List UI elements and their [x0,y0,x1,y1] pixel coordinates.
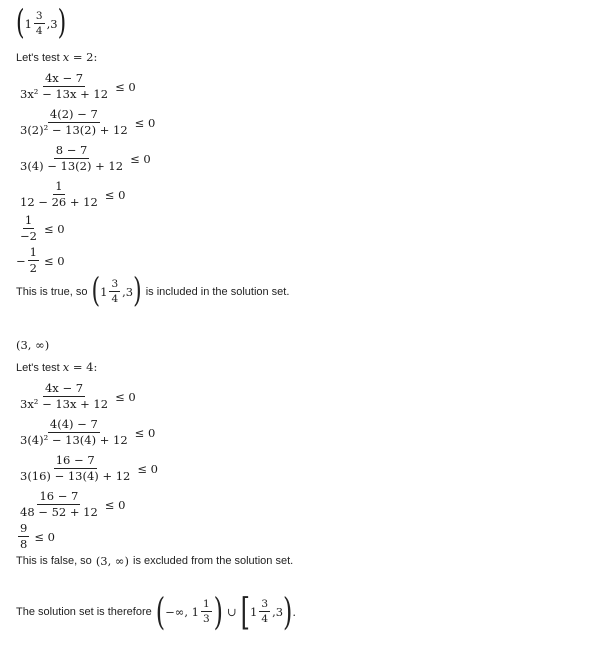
solution-statement: The solution set is therefore ( −∞, 1 $\frac{1}{3}$ ) ∪ [ 1 $\frac{3}{4}$ , 3 ) . [16,589,297,634]
interval-heading-1: ( 1 $\frac{3}{4}$ , 3 ) [16,3,67,43]
conclusion-2: This is false, so (3, ∞) is excluded from the solution set. [16,554,294,568]
fraction: $\frac{3}{4}$ [35,10,43,38]
step-1-1: $\frac{4x - 7}{\text{3x² − 13x + 12}}$ ≤ 0 [20,71,136,102]
step-2-2: $\frac{4(4) - 7}{\text{3(4)² − 13(4) + 12}}$ ≤ 0 [20,417,156,448]
step-1-6: − $\frac{1}{2}$ ≤ 0 [16,245,65,276]
test-value-line-2: Let's test x = 4: [16,360,98,374]
interval-heading-2: (3, ∞) [16,338,50,352]
step-2-3: $\frac{16 - 7}{3(16) - 13(4) + 12}$ ≤ 0 [20,453,158,484]
step-1-5: $\frac{1}{-2}$ ≤ 0 [20,213,65,244]
step-1-2: $\frac{4(2) - 7}{\text{3(2)² − 13(2) + 12}}$ ≤ 0 [20,107,156,138]
conclusion-1: This is true, so ( 1 $\frac{3}{4}$ , 3 ) is included in the solution set. [16,271,290,311]
test-value-line-1: Let's test x = 2: [16,50,98,64]
step-2-4: $\frac{16 - 7}{48 - 52 + 12}$ ≤ 0 [20,489,126,520]
step-1-4: $\frac{1}{12 - 26 + 12}$ ≤ 0 [20,179,126,210]
step-1-3: $\frac{8 - 7}{3(4) - 13(2) + 12}$ ≤ 0 [20,143,151,174]
step-2-1: $\frac{4x - 7}{\text{3x² − 13x + 12}}$ ≤ 0 [20,381,136,412]
step-2-5: $\frac{9}{8}$ ≤ 0 [20,521,55,552]
